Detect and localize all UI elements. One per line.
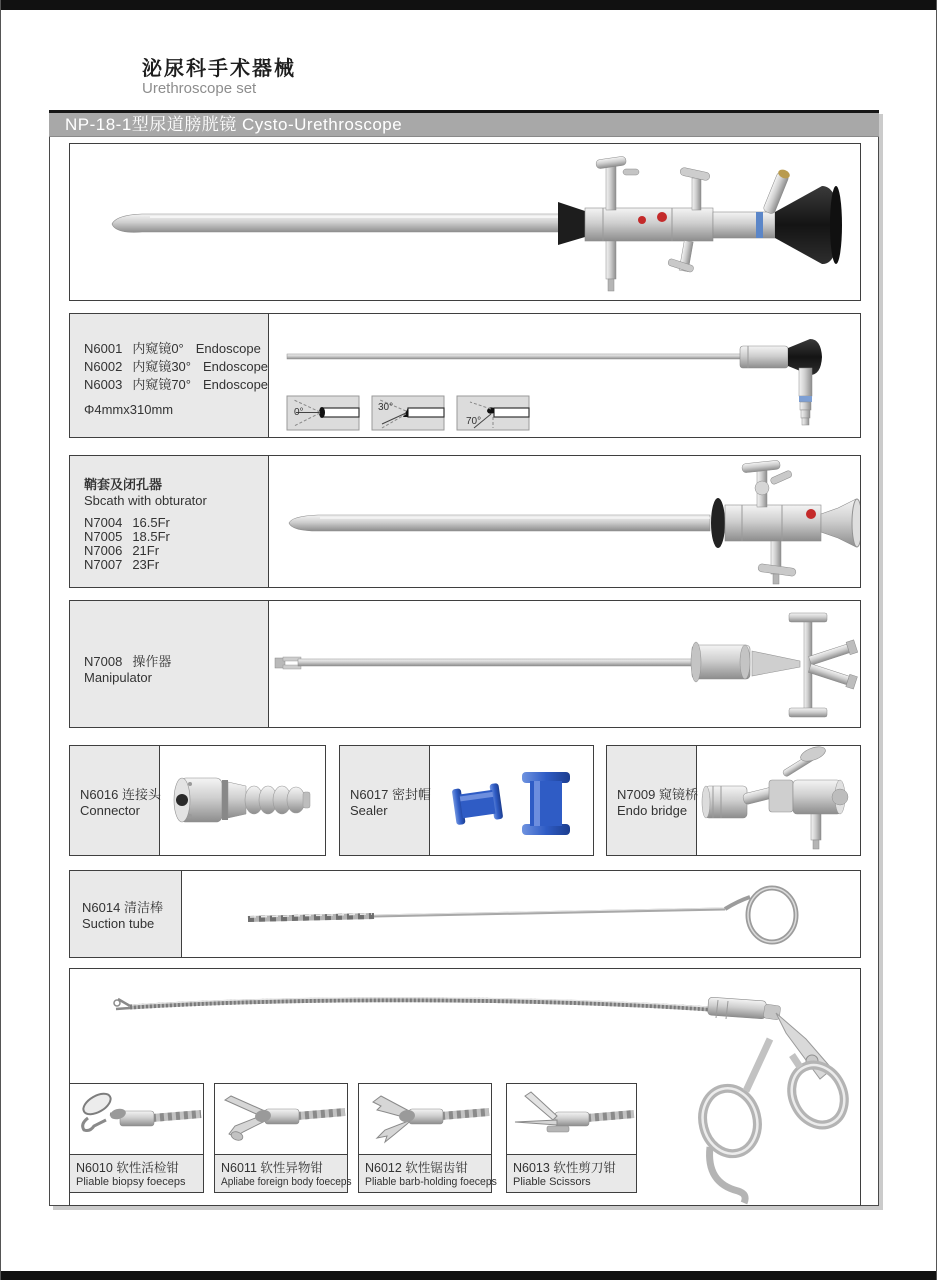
bottom-black-bar <box>1 1271 937 1280</box>
endoscope-image <box>70 314 860 437</box>
foreign-body-forceps-image <box>215 1084 347 1155</box>
svg-text:70°: 70° <box>466 416 482 427</box>
sheath-name-zh: 鞘套及闭孔器 <box>84 477 163 492</box>
pliable-biopsy-forceps-label: N6010 软性活检钳 Pliable biopsy foeceps <box>70 1154 203 1192</box>
sealer-box <box>339 745 594 856</box>
pliable-scissors-box <box>506 1083 637 1193</box>
connector-image <box>160 746 325 855</box>
pliable-scissors-label: N6013 软性剪刀钳 Pliable Scissors <box>507 1154 636 1192</box>
connector-label-panel: N6016 连接头 Connector <box>70 746 160 855</box>
svg-text:0°: 0° <box>294 407 304 418</box>
manipulator-name-en: Manipulator <box>84 670 152 685</box>
pliable-biopsy-forceps-image <box>70 1084 203 1155</box>
endoscope-row: N6003 内窥镜70° Endoscope <box>84 377 269 392</box>
endo-bridge-box <box>606 745 861 856</box>
sealer-image <box>430 746 593 855</box>
barb-holding-forceps-label: N6012 软性锯齿钳 Pliable barb-holding foeceps <box>359 1154 491 1192</box>
connector-box <box>69 745 326 856</box>
foreign-body-forceps-label: N6011 软性异物钳 Apliabe foreign body foeceps <box>215 1154 347 1192</box>
manipulator-image <box>70 601 860 727</box>
foreign-body-forceps-box <box>214 1083 352 1193</box>
sheath-image <box>70 456 860 587</box>
section-banner: NP-18-1型尿道膀胱镜 Cysto-Urethroscope <box>49 110 879 137</box>
suction-tube-image <box>70 871 860 957</box>
suction-tube-box <box>69 870 861 958</box>
main-instrument-box <box>69 143 861 301</box>
suction-tube-label-panel: N6014 清洁棒 Suction tube <box>70 871 182 957</box>
endo-bridge-label-panel: N7009 窥镜桥 Endo bridge <box>607 746 697 855</box>
cysto-urethroscope-image <box>70 144 860 300</box>
page-title-zh: 泌尿科手术器械 <box>142 58 296 80</box>
endo-bridge-image <box>697 746 860 855</box>
sheath-box <box>69 455 861 588</box>
endoscope-box <box>69 313 861 438</box>
barb-holding-forceps-image <box>359 1084 491 1155</box>
endoscope-spec: Φ4mmx310mm <box>84 402 174 417</box>
barb-holding-forceps-box <box>358 1083 497 1193</box>
sheath-name-en: Sbcath with obturator <box>84 493 207 508</box>
sealer-label-panel: N6017 密封帽 Sealer <box>340 746 430 855</box>
top-black-bar <box>1 0 937 10</box>
manipulator-box <box>69 600 861 728</box>
endoscope-row: N6002 内窥镜30° Endoscope <box>84 359 269 374</box>
pliable-scissors-image <box>507 1084 636 1155</box>
endoscope-row: N6001 内窥镜0° Endoscope <box>84 341 261 356</box>
page-title-en: Urethroscope set <box>142 80 257 97</box>
pliable-biopsy-forceps-box <box>69 1083 204 1193</box>
sheath-label-panel: 鞘套及闭孔器 Sbcath with obturator N7004 16.5Fr N7005 18.5Fr N7006 21Fr N7007 23Fr <box>70 456 269 587</box>
svg-text:30°: 30° <box>378 402 394 413</box>
manipulator-label-panel: N7008 操作器 Manipulator <box>70 601 269 727</box>
